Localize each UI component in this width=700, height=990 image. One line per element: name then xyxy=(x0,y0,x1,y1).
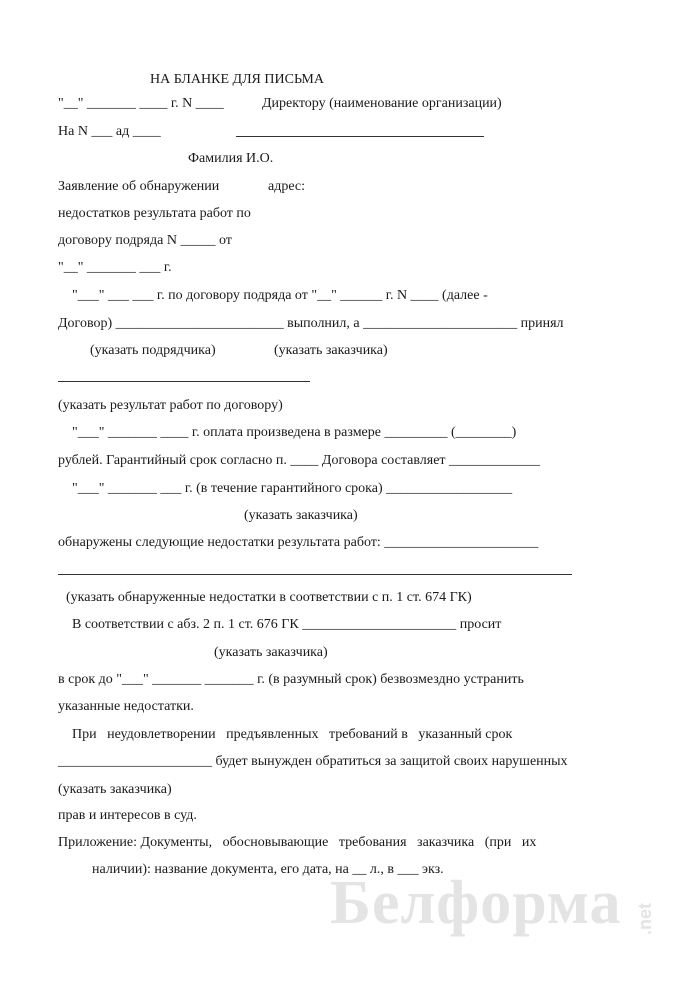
page-header: НА БЛАНКЕ ДЛЯ ПИСЬМА xyxy=(150,72,324,87)
attachment-line-2: наличии): название документа, его дата, на __ л., в ___ экз. xyxy=(92,862,444,877)
paragraph-rights: прав и интересов в суд. xyxy=(58,808,197,823)
paragraph-deadline: в срок до "___" _______ _______ г. (в разумный срок) безвозмездно устранить xyxy=(58,672,524,687)
title-line-1: Заявление об обнаружении xyxy=(58,179,220,194)
paragraph-request: В соответствии с абз. 2 п. 1 ст. 676 ГК ______________________ просит xyxy=(72,617,502,632)
paragraph-payment: "___" _______ ____ г. оплата произведена в размере _________ (________) xyxy=(72,425,517,440)
hint-customer-2: (указать заказчика) xyxy=(244,508,358,523)
paragraph-defects-found: обнаружены следующие недостатки результата работ: ______________________ xyxy=(58,535,539,550)
hint-work-result: (указать результат работ по договору) xyxy=(58,398,283,413)
paragraph-court: ______________________ будет вынужден обратиться за защитой своих нарушенных xyxy=(58,754,568,769)
work-result-underline xyxy=(58,381,310,382)
hint-contractor: (указать подрядчика) xyxy=(90,343,216,358)
paragraph-warranty-period: "___" _______ ___ г. (в течение гарантийного срока) __________________ xyxy=(72,481,513,496)
paragraph-failure: При неудовлетворении предъявленных требований в указанный срок xyxy=(72,727,513,742)
paragraph-contract: "___" ___ ___ г. по договору подряда от "__" ______ г. N ____ (далее - xyxy=(72,288,488,303)
hint-customer-3: (указать заказчика) xyxy=(214,645,328,660)
title-line-4: "__" _______ ___ г. xyxy=(58,260,172,275)
title-line-2: недостатков результата работ по xyxy=(58,206,251,221)
title-line-3: договору подряда N _____ от xyxy=(58,233,232,248)
watermark-logo: Белформа xyxy=(330,869,622,937)
paragraph-performed: Договор) ________________________ выполнил, а ______________________ принял xyxy=(58,316,564,331)
hint-defects: (указать обнаруженные недостатки в соответствии с п. 1 ст. 674 ГК) xyxy=(66,590,472,605)
reply-to-line: На N ___ ад ____ xyxy=(58,124,161,139)
defects-underline xyxy=(58,574,572,575)
paragraph-defects-indicated: указанные недостатки. xyxy=(58,699,194,714)
paragraph-warranty: рублей. Гарантийный срок согласно п. ____ Договора составляет _____________ xyxy=(58,453,541,468)
hint-customer: (указать заказчика) xyxy=(274,343,388,358)
attachment-line-1: Приложение: Документы, обосновывающие требования заказчика (при их xyxy=(58,835,537,850)
address-label: адрес: xyxy=(268,179,306,194)
hint-customer-4: (указать заказчика) xyxy=(58,782,172,797)
watermark-suffix: .net xyxy=(635,902,655,935)
addressee-underline xyxy=(236,136,484,137)
date-number-line: "__" _______ ____ г. N ____ xyxy=(58,96,224,111)
addressee-line: Директору (наименование организации) xyxy=(262,96,502,111)
recipient-name: Фамилия И.О. xyxy=(188,151,274,166)
